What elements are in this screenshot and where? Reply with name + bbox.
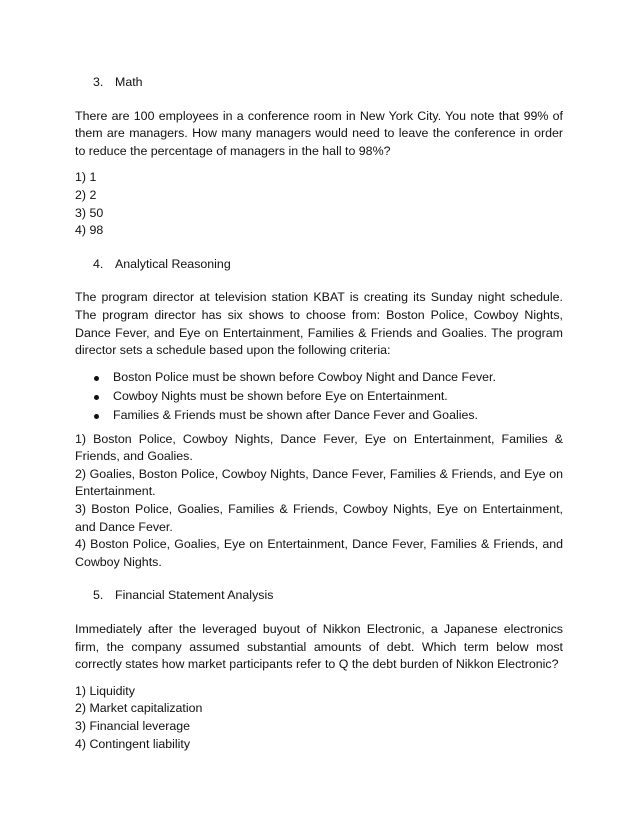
answer-option: 3) Boston Police, Goalies, Families & Friends, Cowboy Nights, Eye on Entertainment, and Dance Fever.: [75, 502, 563, 534]
answer-option: 3) Financial leverage: [75, 719, 191, 733]
criteria-item: [75, 388, 563, 406]
answer-option: 4) Boston Police, Goalies, Eye on Entertainment, Dance Fever, Families & Friends, and Cowboy Nights.: [75, 537, 563, 569]
criteria-text: Families & Friends must be shown after Dance Fever and Goalies.: [113, 408, 478, 423]
question-text: Immediately after the leveraged buyout of Nikkon Electronic, a Japanese electronics firm, the company assumed substantial amounts of debt. Which term below most correctly states how market participants refer to Q the debt burden of Nikkon Electronic?: [75, 622, 563, 672]
section-number: 3.: [93, 75, 104, 89]
criteria-item: [75, 369, 563, 387]
answer-option: 2) Market capitalization: [75, 701, 203, 716]
answer-option: 2) 2: [75, 187, 97, 202]
section-number: 4.: [93, 256, 104, 271]
section-title: Financial Statement Analysis: [115, 588, 274, 603]
answer-option: 1) 1: [75, 170, 97, 185]
criteria-list: [75, 369, 563, 425]
criteria-text: Cowboy Nights must be shown before Eye on Entertainment.: [113, 388, 448, 403]
section-analytical-reasoning: [75, 256, 563, 572]
bullet-icon: [94, 376, 99, 381]
section-number: 5.: [93, 588, 104, 603]
question-text: The program director at television station KBAT is creating its Sunday night schedule. The program director has six shows to choose from: Boston Police, Cowboy Nights, Dance Fever, and Eye on Entertainment, Families & Friends and Goalies. The program director sets a schedule based upon the following criteria:: [75, 290, 563, 358]
section-heading: [75, 74, 563, 92]
section-math: [75, 74, 563, 240]
criteria-item: [75, 407, 563, 425]
criteria-text: Boston Police must be shown before Cowboy Night and Dance Fever.: [113, 369, 496, 384]
section-heading: [75, 587, 563, 605]
question-text: There are 100 employees in a conference room in New York City. You note that 99% of them are managers. How many managers would need to leave the conference in order to reduce the percentage of managers in the hall to 98%?: [75, 108, 563, 158]
section-heading: [75, 256, 563, 274]
section-title: Math: [115, 75, 143, 89]
answer-option: 4) 98: [75, 223, 104, 238]
answer-option: 1) Liquidity: [75, 683, 135, 698]
bullet-icon: [94, 414, 99, 419]
bullet-icon: [94, 395, 99, 400]
answer-option: 3) 50: [75, 205, 104, 220]
answer-options: [75, 169, 563, 239]
answer-options: [75, 431, 563, 572]
answer-option: 2) Goalies, Boston Police, Cowboy Nights, Dance Fever, Families & Friends, and Eye on Entertainment.: [75, 466, 563, 499]
answer-option: 4) Contingent liability: [75, 736, 191, 751]
document-content: [75, 74, 563, 769]
answer-options: [75, 683, 563, 753]
section-title: Analytical Reasoning: [115, 256, 231, 271]
section-financial-statement-analysis: [75, 587, 563, 753]
answer-option: 1) Boston Police, Cowboy Nights, Dance Fever, Eye on Entertainment, Families & Friends, and Goalies.: [75, 431, 563, 464]
